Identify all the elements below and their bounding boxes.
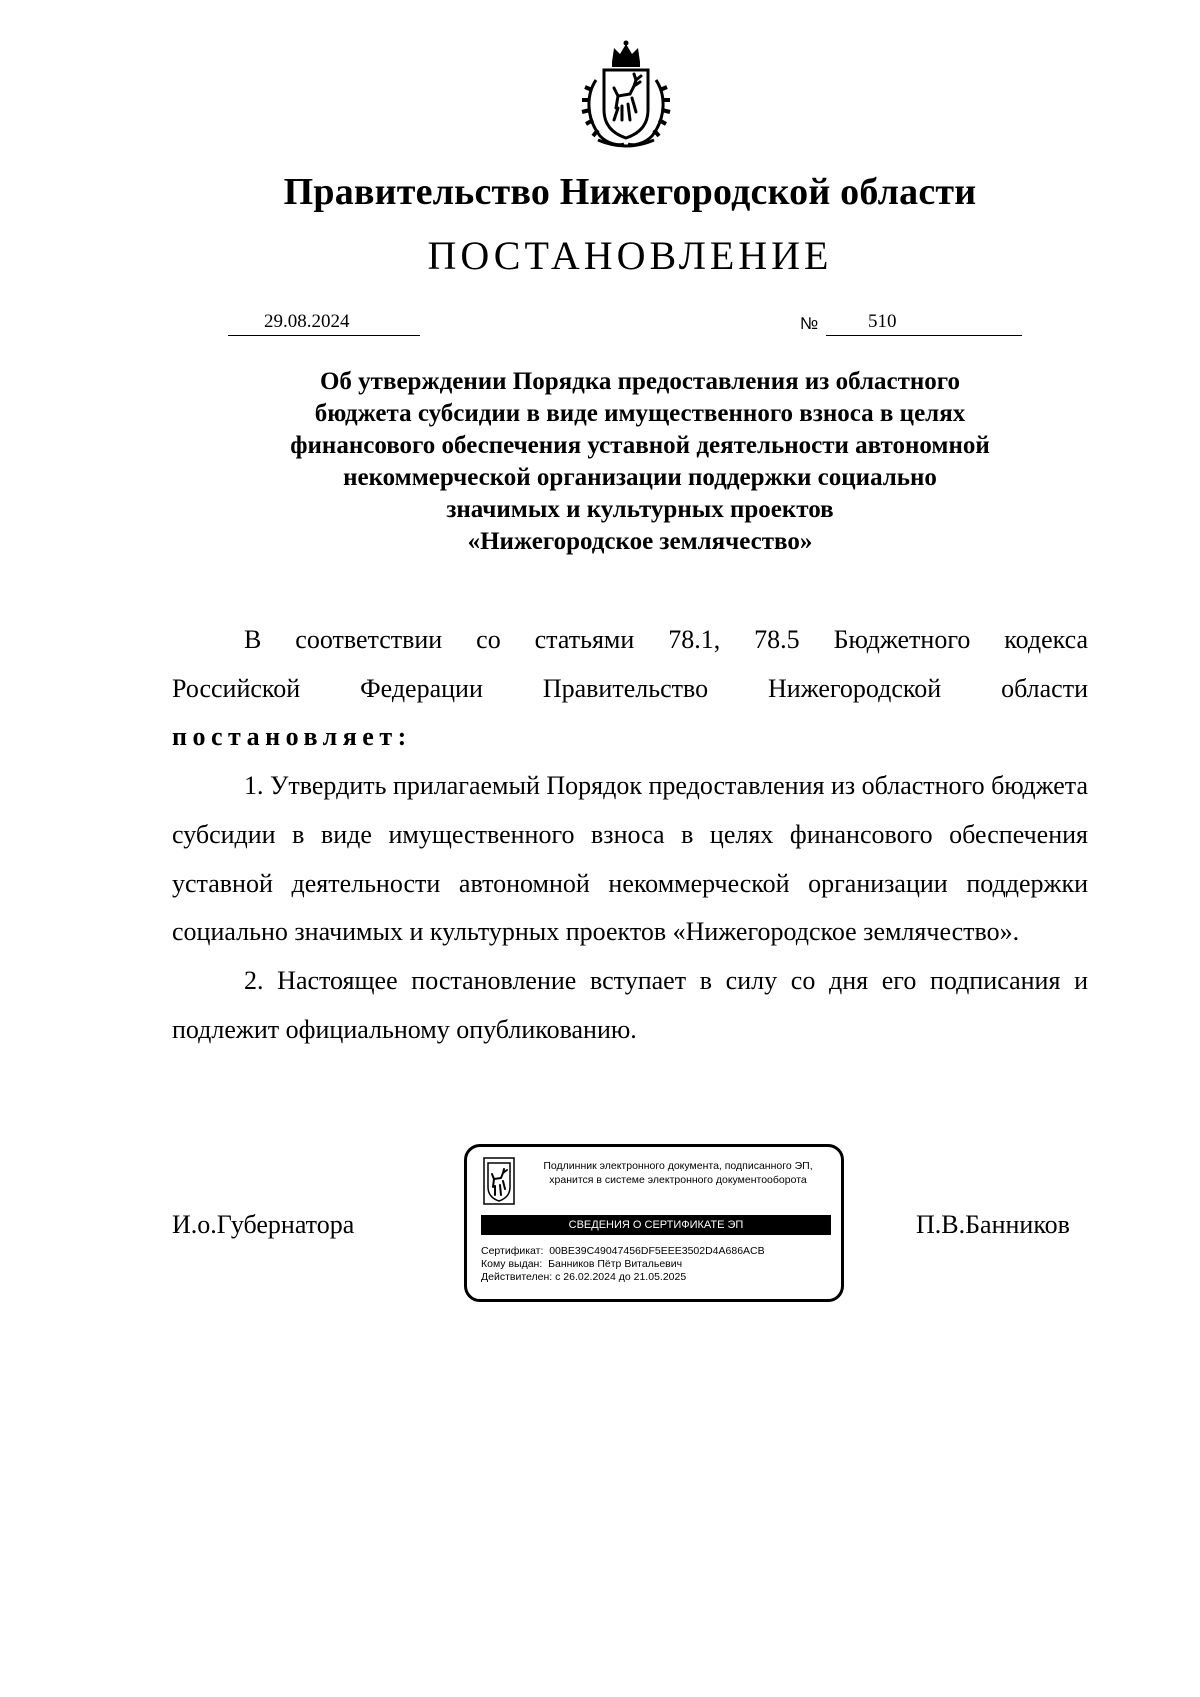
- validity-row: [481, 1271, 831, 1284]
- stamp-note-line: Подлинник электронного документа, подписанного ЭП,: [543, 1160, 813, 1172]
- electronic-signature-stamp: [464, 1144, 844, 1302]
- document-number: 510: [868, 311, 897, 332]
- certificate-row: [481, 1245, 831, 1258]
- region-shield-icon: [483, 1157, 515, 1205]
- signatory-role: И.о.Губернатора: [172, 1210, 355, 1239]
- subject-line: финансового обеспечения уставной деятельности автономной: [290, 432, 990, 459]
- subject-line: «Нижегородское землячество»: [467, 528, 813, 555]
- subject-line: некоммерческой организации поддержки социально: [343, 464, 937, 491]
- item-2: 2. Настоящее постановление вступает в силу со дня его подписания и подлежит официальному опубликованию.: [172, 965, 1088, 1044]
- document-date: 29.08.2024: [264, 311, 350, 332]
- coat-of-arms-icon: [578, 40, 674, 150]
- validity-value: с 26.02.2024 до 21.05.2025: [555, 1271, 687, 1283]
- decree-word: постановляет:: [172, 722, 412, 752]
- preamble-line-2: Российской Федерации Правительство Нижегородской области: [172, 673, 1088, 703]
- number-sign: №: [800, 314, 819, 333]
- validity-label: Действителен:: [481, 1271, 553, 1283]
- subject-line: Об утверждении Порядка предоставления из областного: [319, 368, 960, 395]
- stamp-note: [523, 1159, 833, 1187]
- certificate-details: [481, 1245, 831, 1284]
- subject-line: значимых и культурных проектов: [446, 496, 834, 523]
- document-subject: [160, 366, 1120, 558]
- document-type: ПОСТАНОВЛЕНИЕ: [427, 233, 833, 278]
- certificate-value: 00BE39C49047456DF5EEE3502D4A686ACB: [549, 1245, 765, 1257]
- preamble-line-1: В соответствии со статьями 78.1, 78.5 Бюджетного кодекса: [244, 625, 1088, 654]
- stamp-note-line: хранится в системе электронного документооборота: [549, 1174, 807, 1186]
- certificate-label: Сертификат:: [481, 1245, 544, 1257]
- item-1: 1. Утвердить прилагаемый Порядок предоставления из областного бюджета субсидии в виде имущественного взноса в целях финансового обеспечения уставной деятельности автономной некоммерческой организации поддержки социально значимых и культурных проектов «Нижегородское землячество».: [172, 771, 1089, 947]
- issued-to-row: [481, 1258, 831, 1271]
- document-date-field: [228, 311, 420, 336]
- document-body: [172, 616, 1088, 1054]
- organization-title: Правительство Нижегородской области: [283, 171, 977, 213]
- document-number-field: [826, 311, 1022, 336]
- certificate-info-header: СВЕДЕНИЯ О СЕРТИФИКАТЕ ЭП: [481, 1215, 831, 1235]
- issued-to-label: Кому выдан:: [481, 1258, 543, 1270]
- subject-line: бюджета субсидии в виде имущественного взноса в целях: [314, 400, 966, 427]
- signatory-name: П.В.Банников: [916, 1210, 1070, 1239]
- issued-to-value: Банников Пётр Витальевич: [548, 1258, 683, 1270]
